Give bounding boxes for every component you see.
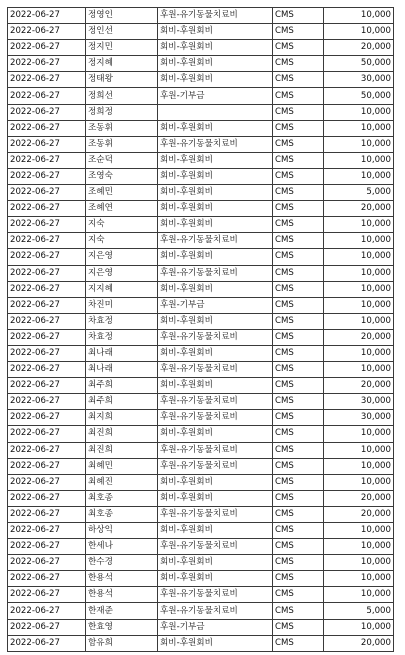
amount-cell: 10,000: [324, 555, 394, 571]
table-row: [8, 313, 394, 329]
payment-method-cell: CMS: [273, 474, 324, 490]
table-row: [8, 506, 394, 522]
date-cell: 2022-06-27: [8, 603, 86, 619]
payment-method-cell: CMS: [273, 120, 324, 136]
name-cell: 한용석: [86, 587, 158, 603]
category-cell: 후원-기부금: [158, 297, 273, 313]
name-cell: 정인선: [86, 24, 158, 40]
date-cell: 2022-06-27: [8, 72, 86, 88]
table-row: [8, 442, 394, 458]
name-cell: 한세나: [86, 539, 158, 555]
date-cell: 2022-06-27: [8, 40, 86, 56]
payment-method-cell: CMS: [273, 523, 324, 539]
category-cell: 후원-유기동물치료비: [158, 329, 273, 345]
table-row: [8, 168, 394, 184]
name-cell: 정태왕: [86, 72, 158, 88]
amount-cell: 10,000: [324, 265, 394, 281]
date-cell: 2022-06-27: [8, 233, 86, 249]
date-cell: 2022-06-27: [8, 249, 86, 265]
payment-method-cell: CMS: [273, 265, 324, 281]
date-cell: 2022-06-27: [8, 506, 86, 522]
payment-method-cell: CMS: [273, 458, 324, 474]
category-cell: 후원-기부금: [158, 619, 273, 635]
table-row: [8, 555, 394, 571]
date-cell: 2022-06-27: [8, 619, 86, 635]
table-row: [8, 410, 394, 426]
table-row: [8, 40, 394, 56]
category-cell: 후원-유기동물치료비: [158, 587, 273, 603]
name-cell: 최나래: [86, 345, 158, 361]
category-cell: 후원-유기동물치료비: [158, 506, 273, 522]
payment-method-cell: CMS: [273, 619, 324, 635]
name-cell: 최진희: [86, 426, 158, 442]
name-cell: 지은영: [86, 265, 158, 281]
payment-method-cell: CMS: [273, 506, 324, 522]
name-cell: 최호종: [86, 506, 158, 522]
table-row: [8, 120, 394, 136]
category-cell: 회비-후원회비: [158, 201, 273, 217]
name-cell: 한용석: [86, 571, 158, 587]
donation-ledger-sheet: [7, 7, 393, 652]
name-cell: 조혜연: [86, 201, 158, 217]
category-cell: 회비-후원회비: [158, 249, 273, 265]
date-cell: 2022-06-27: [8, 539, 86, 555]
category-cell: 회비-후원회비: [158, 56, 273, 72]
payment-method-cell: CMS: [273, 152, 324, 168]
date-cell: 2022-06-27: [8, 345, 86, 361]
table-row: [8, 635, 394, 651]
category-cell: 회비-후원회비: [158, 490, 273, 506]
category-cell: 후원-유기동물치료비: [158, 539, 273, 555]
name-cell: 최나래: [86, 362, 158, 378]
payment-method-cell: CMS: [273, 24, 324, 40]
name-cell: 지숙: [86, 217, 158, 233]
date-cell: 2022-06-27: [8, 442, 86, 458]
amount-cell: 10,000: [324, 619, 394, 635]
amount-cell: 10,000: [324, 152, 394, 168]
payment-method-cell: CMS: [273, 249, 324, 265]
name-cell: 지은영: [86, 249, 158, 265]
amount-cell: 10,000: [324, 249, 394, 265]
payment-method-cell: CMS: [273, 329, 324, 345]
payment-method-cell: CMS: [273, 362, 324, 378]
table-row: [8, 217, 394, 233]
amount-cell: 10,000: [324, 8, 394, 24]
date-cell: 2022-06-27: [8, 426, 86, 442]
date-cell: 2022-06-27: [8, 168, 86, 184]
name-cell: 최지희: [86, 410, 158, 426]
category-cell: 회비-후원회비: [158, 635, 273, 651]
date-cell: 2022-06-27: [8, 152, 86, 168]
table-row: [8, 249, 394, 265]
category-cell: 후원-유기동물치료비: [158, 136, 273, 152]
payment-method-cell: CMS: [273, 72, 324, 88]
payment-method-cell: CMS: [273, 40, 324, 56]
name-cell: 지지혜: [86, 281, 158, 297]
date-cell: 2022-06-27: [8, 104, 86, 120]
amount-cell: 10,000: [324, 458, 394, 474]
date-cell: 2022-06-27: [8, 329, 86, 345]
date-cell: 2022-06-27: [8, 458, 86, 474]
amount-cell: 10,000: [324, 297, 394, 313]
table-row: [8, 619, 394, 635]
category-cell: 회비-후원회비: [158, 40, 273, 56]
date-cell: 2022-06-27: [8, 185, 86, 201]
category-cell: 후원-기부금: [158, 88, 273, 104]
payment-method-cell: CMS: [273, 410, 324, 426]
amount-cell: 10,000: [324, 539, 394, 555]
payment-method-cell: CMS: [273, 426, 324, 442]
payment-method-cell: CMS: [273, 297, 324, 313]
date-cell: 2022-06-27: [8, 281, 86, 297]
category-cell: 회비-후원회비: [158, 120, 273, 136]
name-cell: 조동휘: [86, 136, 158, 152]
name-cell: 차효정: [86, 329, 158, 345]
name-cell: 한수경: [86, 555, 158, 571]
category-cell: 후원-유기동물치료비: [158, 362, 273, 378]
category-cell: 후원-유기동물치료비: [158, 458, 273, 474]
name-cell: 정희선: [86, 88, 158, 104]
category-cell: 후원-유기동물치료비: [158, 442, 273, 458]
table-row: [8, 136, 394, 152]
name-cell: 정희정: [86, 104, 158, 120]
category-cell: 회비-후원회비: [158, 474, 273, 490]
payment-method-cell: CMS: [273, 88, 324, 104]
amount-cell: 10,000: [324, 474, 394, 490]
payment-method-cell: CMS: [273, 555, 324, 571]
payment-method-cell: CMS: [273, 313, 324, 329]
table-row: [8, 24, 394, 40]
date-cell: 2022-06-27: [8, 362, 86, 378]
date-cell: 2022-06-27: [8, 217, 86, 233]
table-row: [8, 233, 394, 249]
date-cell: 2022-06-27: [8, 265, 86, 281]
name-cell: 함유희: [86, 635, 158, 651]
category-cell: 후원-유기동물치료비: [158, 410, 273, 426]
amount-cell: 5,000: [324, 185, 394, 201]
amount-cell: 20,000: [324, 506, 394, 522]
table-row: [8, 329, 394, 345]
amount-cell: 20,000: [324, 329, 394, 345]
amount-cell: 20,000: [324, 490, 394, 506]
payment-method-cell: CMS: [273, 168, 324, 184]
table-row: [8, 587, 394, 603]
payment-method-cell: CMS: [273, 345, 324, 361]
table-row: [8, 345, 394, 361]
date-cell: 2022-06-27: [8, 24, 86, 40]
name-cell: 정지민: [86, 40, 158, 56]
name-cell: 차진미: [86, 297, 158, 313]
category-cell: 회비-후원회비: [158, 345, 273, 361]
amount-cell: 10,000: [324, 345, 394, 361]
date-cell: 2022-06-27: [8, 8, 86, 24]
amount-cell: 10,000: [324, 442, 394, 458]
name-cell: 한재준: [86, 603, 158, 619]
payment-method-cell: CMS: [273, 233, 324, 249]
table-row: [8, 8, 394, 24]
category-cell: 회비-후원회비: [158, 281, 273, 297]
table-row: [8, 152, 394, 168]
table-row: [8, 378, 394, 394]
name-cell: 한효영: [86, 619, 158, 635]
table-row: [8, 201, 394, 217]
name-cell: 지숙: [86, 233, 158, 249]
table-row: [8, 474, 394, 490]
category-cell: 회비-후원회비: [158, 185, 273, 201]
name-cell: 조동휘: [86, 120, 158, 136]
table-row: [8, 539, 394, 555]
category-cell: 회비-후원회비: [158, 378, 273, 394]
category-cell: 회비-후원회비: [158, 72, 273, 88]
table-body: [8, 8, 394, 652]
amount-cell: 20,000: [324, 201, 394, 217]
payment-method-cell: CMS: [273, 603, 324, 619]
date-cell: 2022-06-27: [8, 571, 86, 587]
amount-cell: 30,000: [324, 394, 394, 410]
table-row: [8, 104, 394, 120]
date-cell: 2022-06-27: [8, 297, 86, 313]
table-row: [8, 394, 394, 410]
amount-cell: 10,000: [324, 24, 394, 40]
amount-cell: 10,000: [324, 104, 394, 120]
category-cell: 회비-후원회비: [158, 555, 273, 571]
category-cell: 회비-후원회비: [158, 152, 273, 168]
date-cell: 2022-06-27: [8, 587, 86, 603]
payment-method-cell: CMS: [273, 8, 324, 24]
table-row: [8, 185, 394, 201]
date-cell: 2022-06-27: [8, 555, 86, 571]
payment-method-cell: CMS: [273, 394, 324, 410]
date-cell: 2022-06-27: [8, 136, 86, 152]
category-cell: 후원-유기동물치료비: [158, 394, 273, 410]
amount-cell: 30,000: [324, 410, 394, 426]
category-cell: 회비-후원회비: [158, 217, 273, 233]
name-cell: 차효정: [86, 313, 158, 329]
name-cell: 최호종: [86, 490, 158, 506]
name-cell: 최진희: [86, 442, 158, 458]
payment-method-cell: CMS: [273, 442, 324, 458]
name-cell: 최혜진: [86, 474, 158, 490]
payment-method-cell: CMS: [273, 217, 324, 233]
amount-cell: 10,000: [324, 217, 394, 233]
category-cell: 회비-후원회비: [158, 313, 273, 329]
payment-method-cell: CMS: [273, 56, 324, 72]
name-cell: 최주희: [86, 378, 158, 394]
category-cell: 회비-후원회비: [158, 24, 273, 40]
category-cell: 회비-후원회비: [158, 426, 273, 442]
amount-cell: 10,000: [324, 523, 394, 539]
amount-cell: 50,000: [324, 88, 394, 104]
table-row: [8, 362, 394, 378]
date-cell: 2022-06-27: [8, 523, 86, 539]
payment-method-cell: CMS: [273, 378, 324, 394]
date-cell: 2022-06-27: [8, 394, 86, 410]
category-cell: 후원-유기동물치료비: [158, 603, 273, 619]
amount-cell: 20,000: [324, 40, 394, 56]
table-row: [8, 603, 394, 619]
table-row: [8, 523, 394, 539]
amount-cell: 10,000: [324, 120, 394, 136]
table-row: [8, 458, 394, 474]
table-row: [8, 88, 394, 104]
name-cell: 정지혜: [86, 56, 158, 72]
name-cell: 조영숙: [86, 168, 158, 184]
table-row: [8, 265, 394, 281]
date-cell: 2022-06-27: [8, 313, 86, 329]
amount-cell: 10,000: [324, 281, 394, 297]
payment-method-cell: CMS: [273, 571, 324, 587]
payment-method-cell: CMS: [273, 104, 324, 120]
payment-method-cell: CMS: [273, 281, 324, 297]
table-row: [8, 56, 394, 72]
payment-method-cell: CMS: [273, 587, 324, 603]
amount-cell: 20,000: [324, 635, 394, 651]
amount-cell: 20,000: [324, 378, 394, 394]
date-cell: 2022-06-27: [8, 474, 86, 490]
amount-cell: 10,000: [324, 587, 394, 603]
payment-method-cell: CMS: [273, 136, 324, 152]
date-cell: 2022-06-27: [8, 410, 86, 426]
donation-table: [7, 7, 394, 652]
amount-cell: 10,000: [324, 136, 394, 152]
table-row: [8, 490, 394, 506]
category-cell: 회비-후원회비: [158, 571, 273, 587]
amount-cell: 10,000: [324, 426, 394, 442]
table-row: [8, 281, 394, 297]
amount-cell: 10,000: [324, 313, 394, 329]
amount-cell: 5,000: [324, 603, 394, 619]
payment-method-cell: CMS: [273, 201, 324, 217]
category-cell: 후원-유기동물치료비: [158, 8, 273, 24]
name-cell: 하상익: [86, 523, 158, 539]
amount-cell: 50,000: [324, 56, 394, 72]
date-cell: 2022-06-27: [8, 635, 86, 651]
category-cell: 후원-유기동물치료비: [158, 265, 273, 281]
amount-cell: 10,000: [324, 168, 394, 184]
date-cell: 2022-06-27: [8, 56, 86, 72]
payment-method-cell: CMS: [273, 185, 324, 201]
payment-method-cell: CMS: [273, 490, 324, 506]
category-cell: 회비-후원회비: [158, 523, 273, 539]
name-cell: 조혜민: [86, 185, 158, 201]
table-row: [8, 297, 394, 313]
payment-method-cell: CMS: [273, 539, 324, 555]
amount-cell: 10,000: [324, 571, 394, 587]
date-cell: 2022-06-27: [8, 378, 86, 394]
date-cell: 2022-06-27: [8, 88, 86, 104]
date-cell: 2022-06-27: [8, 120, 86, 136]
amount-cell: 30,000: [324, 72, 394, 88]
table-row: [8, 571, 394, 587]
name-cell: 최혜민: [86, 458, 158, 474]
category-cell: 후원-유기동물치료비: [158, 233, 273, 249]
amount-cell: 10,000: [324, 362, 394, 378]
amount-cell: 10,000: [324, 233, 394, 249]
category-cell: [158, 104, 273, 120]
date-cell: 2022-06-27: [8, 490, 86, 506]
category-cell: 회비-후원회비: [158, 168, 273, 184]
name-cell: 최주희: [86, 394, 158, 410]
table-row: [8, 72, 394, 88]
name-cell: 조순덕: [86, 152, 158, 168]
table-row: [8, 426, 394, 442]
payment-method-cell: CMS: [273, 635, 324, 651]
date-cell: 2022-06-27: [8, 201, 86, 217]
name-cell: 정영인: [86, 8, 158, 24]
